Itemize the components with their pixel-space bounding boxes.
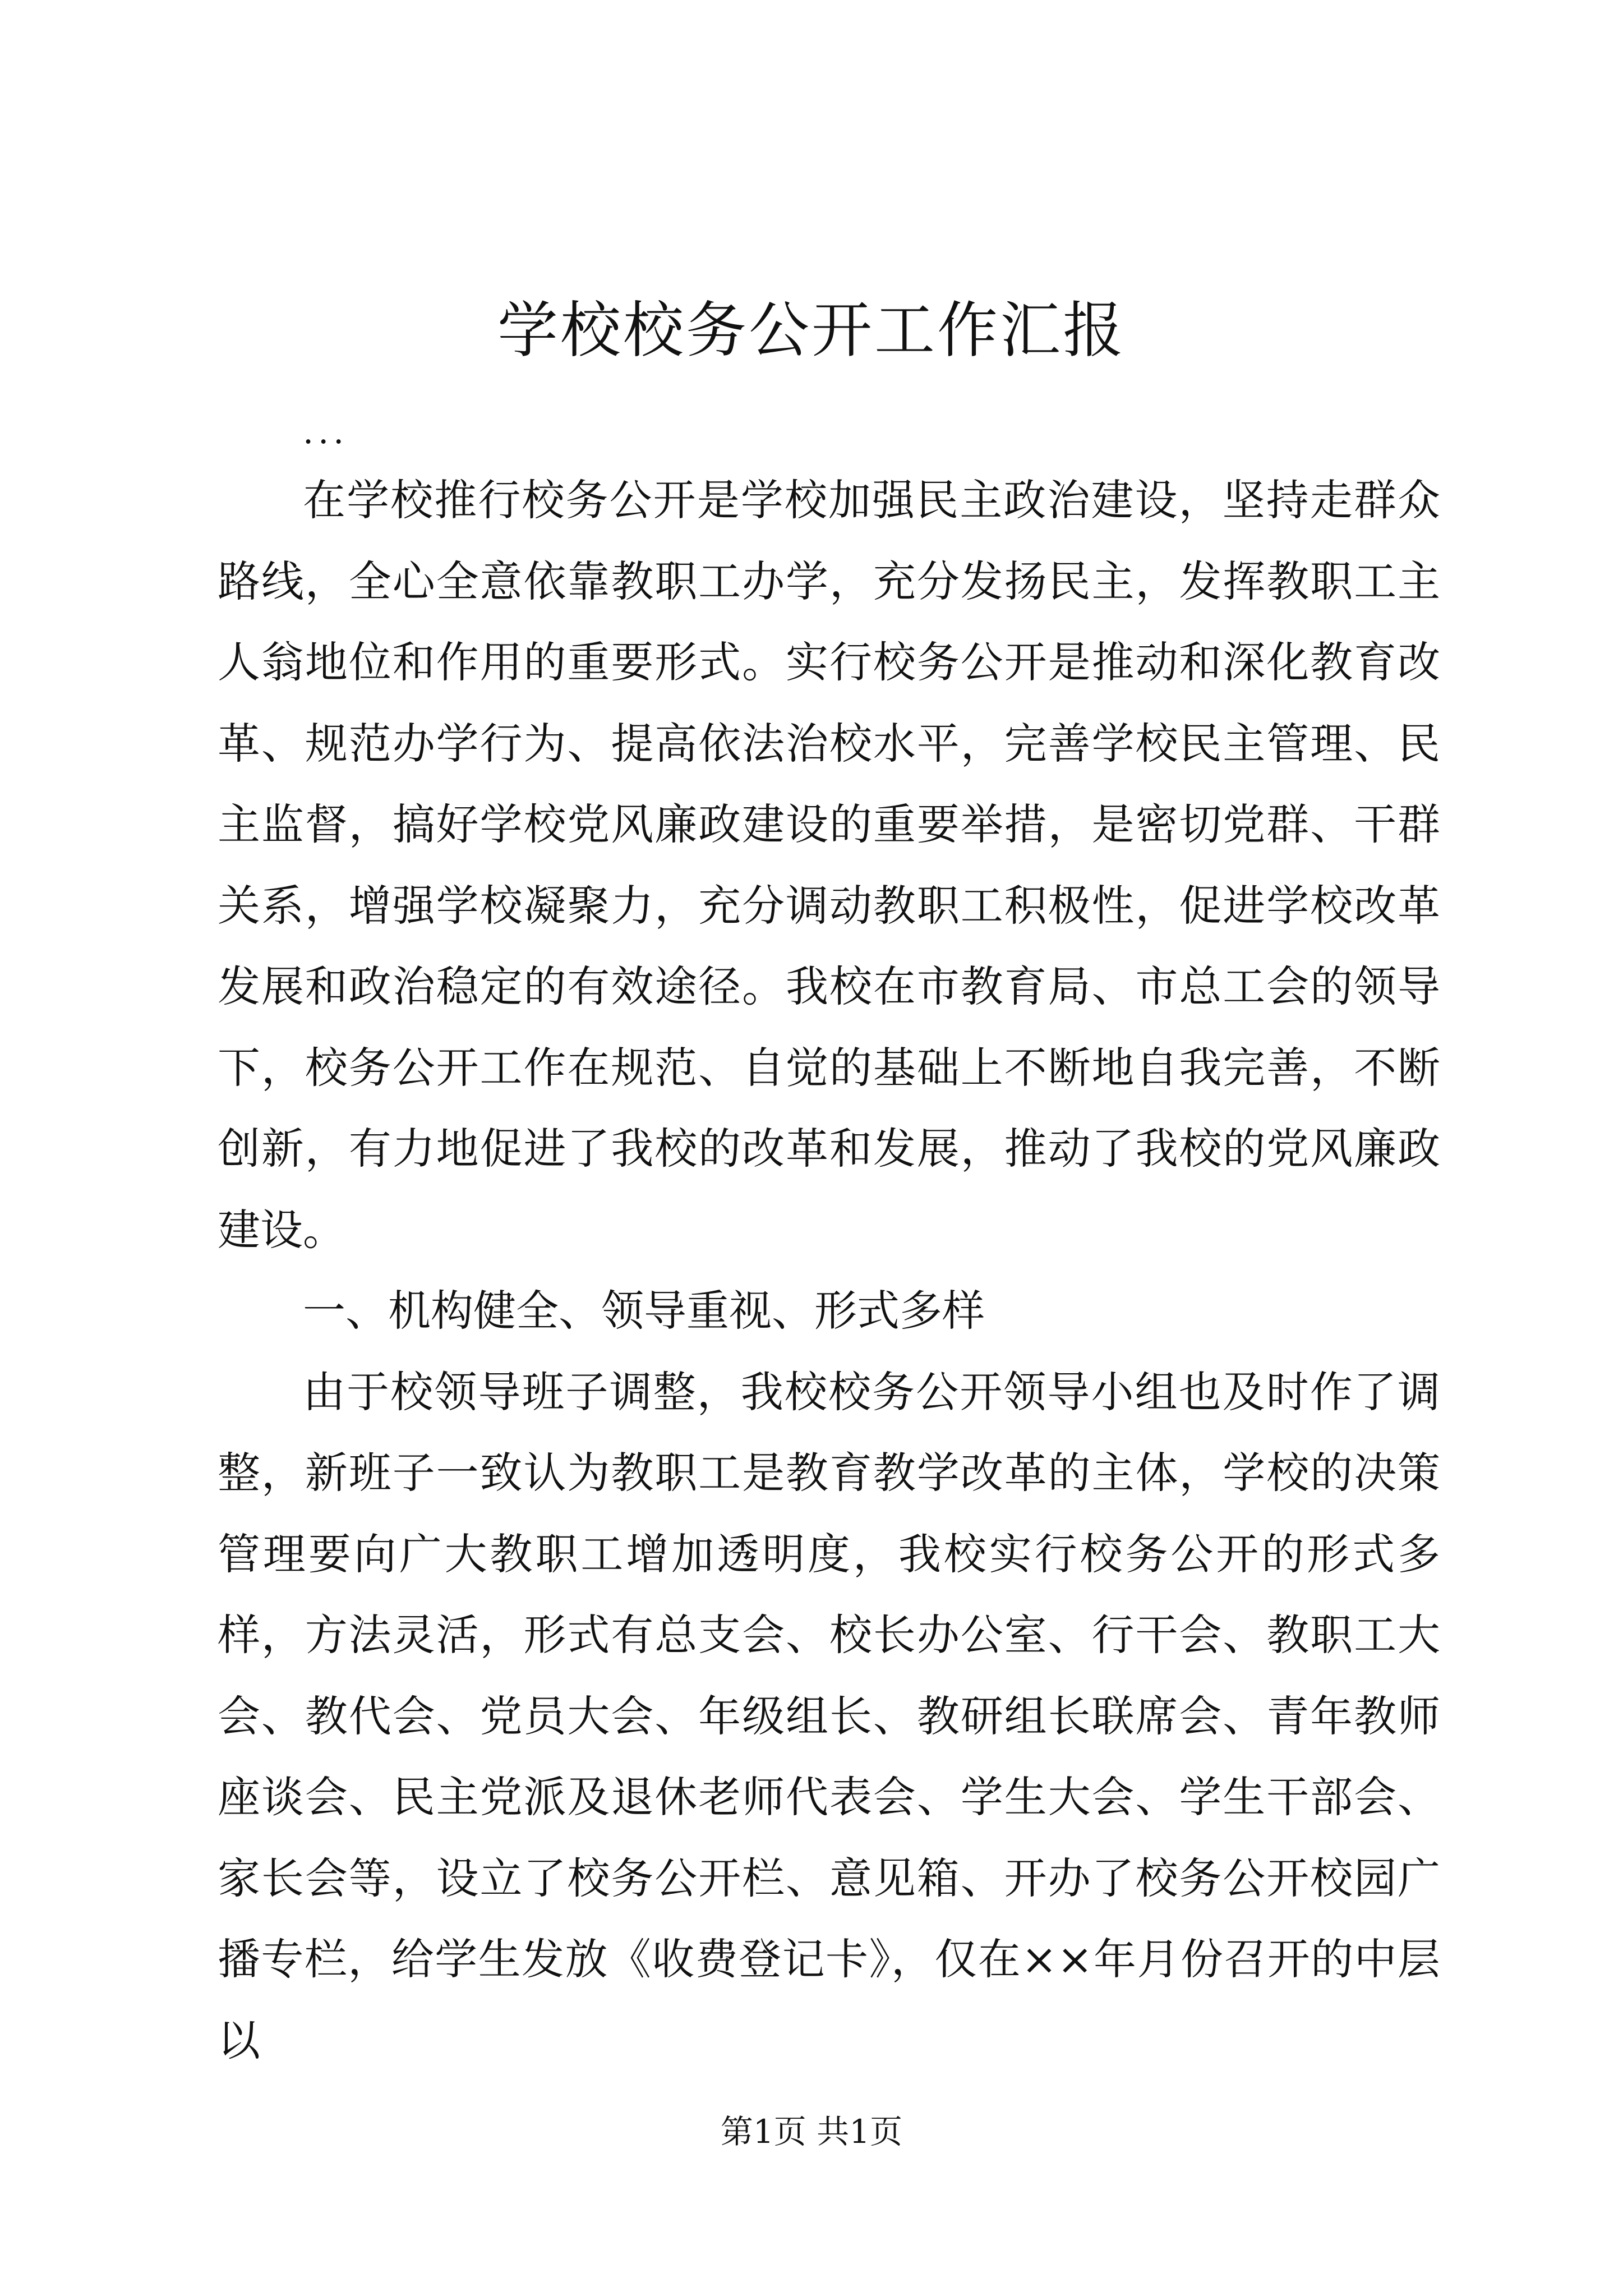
document-title: 学校校务公开工作汇报 <box>497 296 1126 366</box>
paragraph-section-one: 由于校领导班子调整，我校校务公开领导小组也及时作了调整，新班子一致认为教职工是教育教学改革的主体，学校的决策管理要向广大教职工增加透明度，我校实行校务公开的形式多样，方法灵活，形式有总支会、校长办公室、行干会、教职工大会、教代会、党员大会、年级组长、教研组长联席会、青年教师座谈会、民主党派及退休老师代表会、学生大会、学生干部会、家长会等，设立了校务公开栏、意见箱、开办了校务公开校园广播专栏，给学生发放《收费登记卡》，仅在××年月份召开的中层以 <box>218 1366 1440 2065</box>
ellipsis-marker: ... <box>303 412 349 452</box>
page-footer: 第1页 共1页 <box>720 2113 903 2151</box>
section-heading: 一、机构健全、领导重视、形式多样 <box>303 1286 985 1336</box>
paragraph-intro: 在学校推行校务公开是学校加强民主政治建设，坚持走群众路线，全心全意依靠教职工办学，充分发扬民主，发挥教职工主人翁地位和作用的重要形式。实行校务公开是推动和深化教育改革、规范办学行为、提高依法治校水平，完善学校民主管理、民主监督，搞好学校党风廉政建设的重要举措，是密切党群、干群关系，增强学校凝聚力，充分调动教职工积极性，促进学校改革发展和政治稳定的有效途径。我校在市教育局、市总工会的领导下，校务公开工作在规范、自觉的基础上不断地自我完善，不断创新，有力地促进了我校的改革和发展，推动了我校的党风廉政建设。 <box>218 475 1440 1255</box>
document-body <box>218 460 1440 2081</box>
